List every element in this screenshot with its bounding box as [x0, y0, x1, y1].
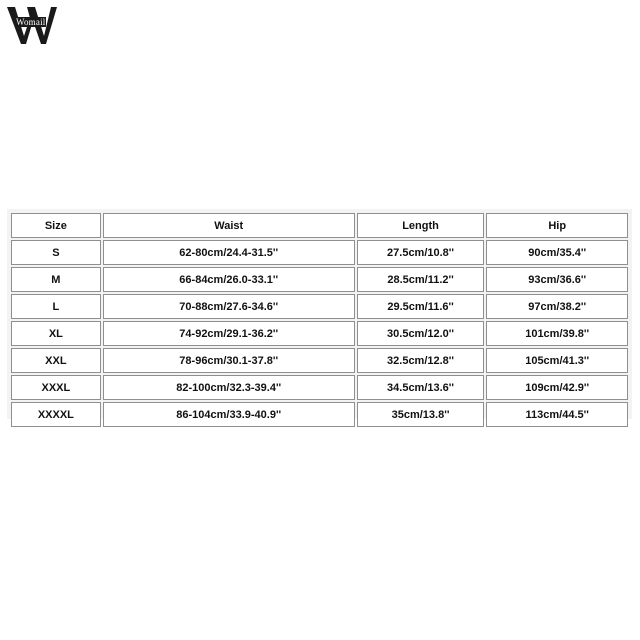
- table-row: [11, 267, 628, 292]
- length-cell: 28.5cm/11.2'': [357, 267, 485, 292]
- waist-cell: 66-84cm/26.0-33.1'': [103, 267, 355, 292]
- waist-cell: 78-96cm/30.1-37.8'': [103, 348, 355, 373]
- hip-cell: 97cm/38.2'': [486, 294, 628, 319]
- table-row: [11, 294, 628, 319]
- size-cell: XXXXL: [11, 402, 101, 427]
- header-hip: Hip: [486, 213, 628, 238]
- size-table: [9, 211, 630, 429]
- hip-cell: 109cm/42.9'': [486, 375, 628, 400]
- length-cell: 27.5cm/10.8'': [357, 240, 485, 265]
- header-waist: Waist: [103, 213, 355, 238]
- table-row: [11, 321, 628, 346]
- brand-logo: [6, 4, 58, 46]
- header-length: Length: [357, 213, 485, 238]
- header-size: Size: [11, 213, 101, 238]
- table-header-row: [11, 213, 628, 238]
- size-chart: [7, 209, 632, 419]
- waist-cell: 62-80cm/24.4-31.5'': [103, 240, 355, 265]
- table-row: [11, 240, 628, 265]
- length-cell: 29.5cm/11.6'': [357, 294, 485, 319]
- size-cell: S: [11, 240, 101, 265]
- size-cell: XXXL: [11, 375, 101, 400]
- table-row: [11, 375, 628, 400]
- table-row: [11, 402, 628, 427]
- hip-cell: 90cm/35.4'': [486, 240, 628, 265]
- hip-cell: 93cm/36.6'': [486, 267, 628, 292]
- size-cell: XL: [11, 321, 101, 346]
- waist-cell: 70-88cm/27.6-34.6'': [103, 294, 355, 319]
- size-cell: M: [11, 267, 101, 292]
- logo-text: Womail: [16, 17, 46, 27]
- length-cell: 34.5cm/13.6'': [357, 375, 485, 400]
- size-cell: XXL: [11, 348, 101, 373]
- length-cell: 32.5cm/12.8'': [357, 348, 485, 373]
- length-cell: 35cm/13.8'': [357, 402, 485, 427]
- hip-cell: 105cm/41.3'': [486, 348, 628, 373]
- waist-cell: 82-100cm/32.3-39.4'': [103, 375, 355, 400]
- waist-cell: 74-92cm/29.1-36.2'': [103, 321, 355, 346]
- length-cell: 30.5cm/12.0'': [357, 321, 485, 346]
- hip-cell: 113cm/44.5'': [486, 402, 628, 427]
- waist-cell: 86-104cm/33.9-40.9'': [103, 402, 355, 427]
- table-row: [11, 348, 628, 373]
- hip-cell: 101cm/39.8'': [486, 321, 628, 346]
- size-cell: L: [11, 294, 101, 319]
